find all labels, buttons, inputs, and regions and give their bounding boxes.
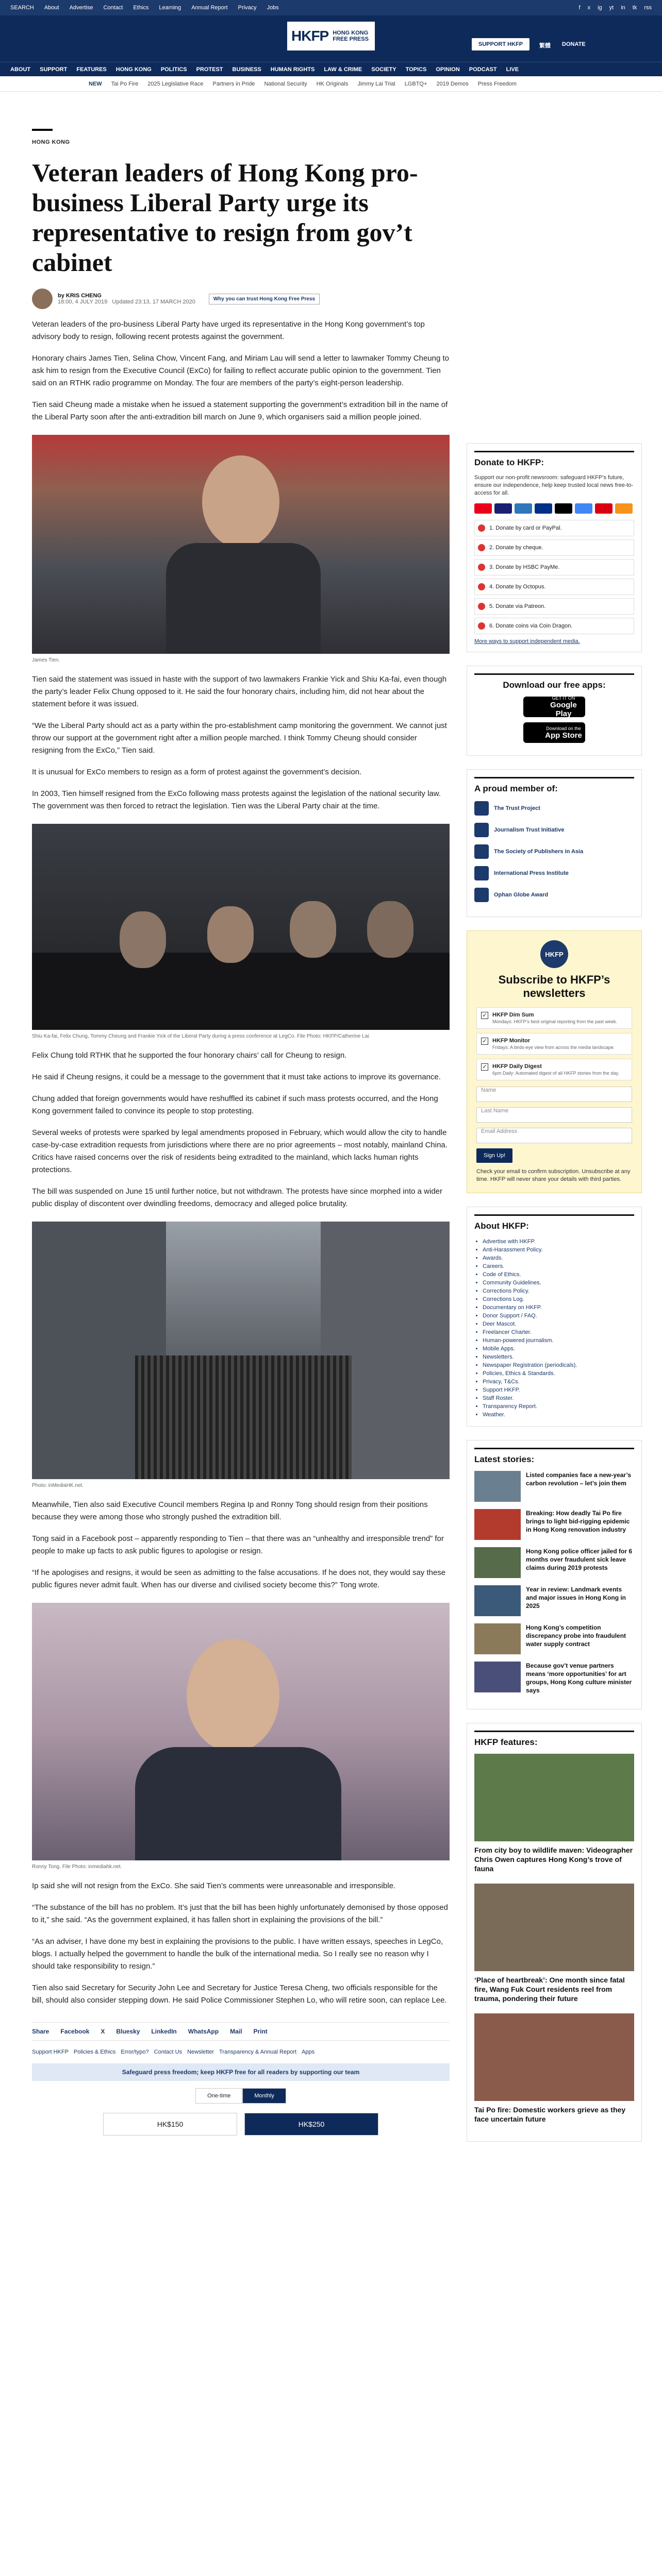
partner-logo[interactable] bbox=[474, 823, 634, 837]
donate-option-label: 3. Donate by HSBC PayMe. bbox=[489, 564, 560, 570]
about-link[interactable]: • Code of Ethics. bbox=[483, 1270, 634, 1279]
newsletter-desc: Mondays: HKFP’s best original reporting from the past week. bbox=[492, 1019, 617, 1024]
footer-link[interactable]: Contact Us bbox=[154, 2049, 183, 2055]
story-title: Listed companies face a new-year’s carbon revolution – let’s join them bbox=[526, 1471, 632, 1487]
features-box bbox=[467, 1723, 642, 2142]
author-avatar bbox=[32, 289, 53, 309]
about-link[interactable]: • Deer Mascot. bbox=[483, 1320, 634, 1328]
new-badge: NEW bbox=[89, 80, 102, 87]
feature-story[interactable] bbox=[474, 2013, 634, 2124]
about-link[interactable]: • Awards. bbox=[483, 1254, 634, 1262]
newsletter-desc: 6pm Daily: Automated digest of all HKFP stories from the day. bbox=[492, 1071, 619, 1076]
feature-title: From city boy to wildlife maven: Videographer Chris Owen captures Hong Kong’s trove of fauna bbox=[474, 1846, 633, 1873]
article-title: Veteran leaders of Hong Kong pro-business Liberal Party urge its representative to resign from gov’t cabinet bbox=[32, 158, 418, 277]
footer-link[interactable]: Apps bbox=[302, 2049, 315, 2055]
about-list bbox=[474, 1238, 634, 1419]
sidebar bbox=[467, 443, 642, 2155]
checkbox[interactable]: ✓ bbox=[481, 1038, 488, 1045]
story-title: Breaking: How deadly Tai Po fire brings to light bid-rigging epidemic in Hong Kong renovation industry bbox=[526, 1510, 630, 1533]
newsletter-option[interactable] bbox=[476, 1033, 632, 1055]
nav-item[interactable]: POLITICS bbox=[160, 66, 187, 73]
figure-ronny-tong bbox=[32, 1603, 450, 1871]
social-icon[interactable]: in bbox=[621, 5, 625, 11]
share-link[interactable]: Mail bbox=[230, 2028, 242, 2035]
apps-box bbox=[467, 666, 642, 756]
partner-logo[interactable] bbox=[474, 866, 634, 880]
newsletter-box bbox=[467, 930, 642, 1193]
trending-link[interactable]: 2019 Demos bbox=[436, 80, 469, 87]
about-link[interactable]: • Corrections Log. bbox=[483, 1295, 634, 1303]
google-pay-icon bbox=[575, 503, 592, 514]
title-rule bbox=[32, 129, 53, 131]
article-paragraph: The bill was suspended on June 15 until further notice, but not withdrawn. The protests have since morphed into a wider public display of discontent over dwindling freedoms, democracy and alleged police brutality. bbox=[32, 1187, 443, 1208]
mastercard-icon bbox=[474, 503, 492, 514]
about-link[interactable]: • Anti-Harassment Policy. bbox=[483, 1246, 634, 1254]
utility-link[interactable]: About bbox=[44, 5, 59, 11]
donate-options bbox=[474, 520, 634, 634]
social-icon[interactable]: f bbox=[578, 5, 581, 11]
story-thumbnail bbox=[474, 1509, 521, 1540]
nav-item[interactable]: SUPPORT bbox=[40, 66, 68, 73]
story-thumbnail bbox=[474, 1471, 521, 1502]
utility-link[interactable]: Ethics bbox=[133, 5, 149, 11]
paypal-icon bbox=[535, 503, 552, 514]
article-body-1 bbox=[32, 318, 450, 423]
about-link[interactable]: • Advertise with HKFP. bbox=[483, 1238, 634, 1246]
amex-icon bbox=[515, 503, 532, 514]
share-link[interactable]: Print bbox=[253, 2028, 268, 2035]
figure-protest-march bbox=[32, 1222, 450, 1489]
radio-icon bbox=[478, 544, 485, 551]
article-paragraph: It is unusual for ExCo members to resign as a form of protest against the government’s decision. bbox=[32, 768, 362, 776]
share-link[interactable]: Facebook bbox=[60, 2028, 90, 2035]
latest-stories bbox=[474, 1471, 634, 1694]
about-link[interactable]: • Policies, Ethics & Standards. bbox=[483, 1369, 634, 1378]
feature-image bbox=[474, 1884, 634, 1971]
trending-link[interactable]: Jimmy Lai Trial bbox=[357, 80, 395, 87]
support-hkfp-button[interactable]: SUPPORT HKFP bbox=[472, 38, 529, 50]
article-paragraph: He said if Cheung resigns, it could be a message to the government that it must take actions to improve its governance. bbox=[32, 1073, 441, 1081]
newsletter-options bbox=[476, 1007, 632, 1080]
feature-title: ‘Place of heartbreak’: One month since fatal fire, Wang Fuk Court residents reel from trauma, pondering their future bbox=[474, 1976, 625, 2003]
partner-icon bbox=[474, 801, 489, 816]
share-link[interactable]: X bbox=[101, 2028, 105, 2035]
donate-title: Donate to HKFP: bbox=[474, 457, 544, 467]
latest-story[interactable] bbox=[474, 1471, 634, 1502]
article-category[interactable]: HONG KONG bbox=[32, 139, 70, 145]
about-link[interactable]: • Support HKFP. bbox=[483, 1386, 634, 1394]
about-link[interactable]: • Newsletters. bbox=[483, 1353, 634, 1361]
article-body-3 bbox=[32, 1049, 450, 1210]
payme-icon bbox=[595, 503, 613, 514]
feature-story[interactable] bbox=[474, 1884, 634, 2003]
logo-subtitle: HONG KONG FREE PRESS bbox=[333, 30, 369, 42]
donate-option[interactable] bbox=[474, 618, 634, 634]
social-icon[interactable]: x bbox=[587, 5, 591, 11]
trending-link[interactable]: National Security bbox=[264, 80, 307, 87]
photo-james-tien bbox=[32, 435, 450, 654]
about-link[interactable]: • Documentary on HKFP. bbox=[483, 1303, 634, 1312]
partner-name: The Trust Project bbox=[494, 805, 540, 811]
trending-link[interactable]: Tai Po Fire bbox=[111, 80, 139, 87]
visa-icon bbox=[494, 503, 512, 514]
updated-date: Updated 23:13, 17 MARCH 2020 bbox=[112, 299, 195, 305]
figure-james-tien bbox=[32, 435, 450, 664]
about-link[interactable]: • Human-powered journalism. bbox=[483, 1336, 634, 1345]
article-body-4 bbox=[32, 1499, 450, 1591]
signup-field[interactable]: Last Name bbox=[476, 1107, 632, 1123]
article bbox=[32, 129, 450, 2136]
partner-icon bbox=[474, 844, 489, 859]
article-paragraph: Ip said she will not resign from the ExCo. She said Tien’s comments were unreasonable and irresponsible. bbox=[32, 1882, 396, 1890]
story-thumbnail bbox=[474, 1547, 521, 1578]
newsletter-name: HKFP Daily Digest bbox=[492, 1063, 542, 1070]
utility-link[interactable]: Annual Report bbox=[191, 5, 228, 11]
partner-logo[interactable] bbox=[474, 844, 634, 859]
newsletter-name: HKFP Dim Sum bbox=[492, 1012, 534, 1018]
donate-text: Support our non-profit newsroom: safeguard HKFP’s future, ensure our independence, help keep trusted local news free-to-access for all. bbox=[474, 474, 634, 496]
article-paragraph: Tien also said Secretary for Security John Lee and Secretary for Justice Teresa Cheng, two officials responsible for the bill, should also consider stepping down. He said Police Commissioner Stephen Lo, who will retire soon, can replace Lee. bbox=[32, 1984, 447, 2005]
article-paragraph: Tien said Cheung made a mistake when he issued a statement supporting the government’s extradition bill in the name of the Liberal Party soon after the anti-extradition bill march on June 9, which organisers said a million people joined. bbox=[32, 400, 448, 421]
photo-caption: James Tien. bbox=[32, 657, 60, 663]
story-thumbnail bbox=[474, 1662, 521, 1692]
nav-item[interactable]: HUMAN RIGHTS bbox=[270, 66, 315, 73]
checkbox[interactable]: ✓ bbox=[481, 1063, 488, 1071]
donate-option-label: 4. Donate by Octopus. bbox=[489, 584, 546, 590]
trust-link[interactable]: Why you can trust Hong Kong Free Press bbox=[209, 294, 320, 304]
about-box bbox=[467, 1207, 642, 1427]
share-bar bbox=[32, 2022, 450, 2041]
photo-ronny-tong bbox=[32, 1603, 450, 1860]
partner-name: International Press Institute bbox=[494, 870, 569, 876]
latest-story[interactable] bbox=[474, 1662, 634, 1694]
about-title: About HKFP: bbox=[474, 1221, 529, 1231]
article-paragraph: In 2003, Tien himself resigned from the ExCo following mass protests against the legislation of the national security law. The government was then forced to retract the legislation. Tien was the Liberal Party chair at the time. bbox=[32, 789, 441, 810]
hkfp-badge: HKFP bbox=[540, 940, 568, 968]
utility-link[interactable]: SEARCH bbox=[10, 5, 34, 11]
feature-title: Tai Po fire: Domestic workers grieve as they face uncertain future bbox=[474, 2106, 626, 2123]
top-utility-bar bbox=[0, 0, 662, 15]
about-link[interactable]: • Careers. bbox=[483, 1262, 634, 1270]
utility-links bbox=[10, 5, 279, 11]
utility-link[interactable]: Advertise bbox=[69, 5, 93, 11]
about-link[interactable]: • Staff Roster. bbox=[483, 1394, 634, 1402]
story-title: Because gov’t venue partners means ‘more opportunities’ for art groups, Hong Kong culture minister says bbox=[526, 1662, 632, 1694]
photo-caption: Shiu Ka-fai, Felix Chung, Tommy Cheung and Frankie Yick of the Liberal Party during a press conference at LegCo. File Photo: HKFP/Catherine Lai. bbox=[32, 1033, 371, 1039]
photo-caption: Photo: inMediaHK.net. bbox=[32, 1483, 84, 1488]
utility-link[interactable]: Privacy bbox=[238, 5, 257, 11]
app-store-button[interactable] bbox=[523, 722, 585, 743]
donate-option-label: 1. Donate by card or PayPal. bbox=[489, 525, 562, 531]
checkbox[interactable]: ✓ bbox=[481, 1012, 488, 1019]
latest-story[interactable] bbox=[474, 1585, 634, 1616]
apps-title: Download our free apps: bbox=[503, 680, 606, 690]
trending-link[interactable]: Press Freedom bbox=[477, 80, 517, 87]
donation-amounts bbox=[32, 2113, 450, 2136]
partner-icon bbox=[474, 866, 489, 880]
nav-item[interactable]: BUSINESS bbox=[232, 66, 261, 73]
trending-link[interactable]: Partners in Pride bbox=[212, 80, 255, 87]
latest-box bbox=[467, 1440, 642, 1709]
signup-field[interactable]: Email Address bbox=[476, 1128, 632, 1143]
partner-logo[interactable] bbox=[474, 801, 634, 816]
article-body-5 bbox=[32, 1880, 450, 2007]
latest-story[interactable] bbox=[474, 1547, 634, 1578]
nav-item[interactable]: TOPICS bbox=[405, 66, 427, 73]
google-play-button[interactable] bbox=[523, 697, 585, 717]
features-title: HKFP features: bbox=[474, 1737, 538, 1747]
photo-press-conference bbox=[32, 824, 450, 1030]
radio-icon bbox=[478, 583, 485, 590]
article-paragraph: Chung added that foreign governments would have reshuffled its cabinet if such mass protests occurred, and the Hong Kong government failed to convince its people to stop protesting. bbox=[32, 1094, 438, 1115]
gplay-label: Google Play bbox=[550, 701, 577, 718]
trending-link[interactable]: LGBTQ+ bbox=[404, 80, 427, 87]
more-ways-link[interactable]: More ways to support independent media. bbox=[474, 638, 580, 645]
donate-option[interactable] bbox=[474, 520, 634, 536]
donate-option[interactable] bbox=[474, 579, 634, 595]
feature-story[interactable] bbox=[474, 1754, 634, 1873]
about-link[interactable]: • Mobile Apps. bbox=[483, 1345, 634, 1353]
latest-story[interactable] bbox=[474, 1623, 634, 1654]
partner-icon bbox=[474, 823, 489, 837]
article-paragraph: “If he apologises and resigns, it would be seen as admitting to the false accusations. If he does not, they would say these public figures never admit fault. When has our diverse and civilised society become this?” Tong wrote. bbox=[32, 1568, 446, 1589]
donate-option-label: 2. Donate by cheque. bbox=[489, 545, 543, 551]
about-link[interactable]: • Privacy, T&Cs. bbox=[483, 1378, 634, 1386]
freq-monthly[interactable]: Monthly bbox=[242, 2088, 286, 2104]
latest-title: Latest stories: bbox=[474, 1454, 535, 1464]
main-nav bbox=[0, 62, 662, 76]
social-icon[interactable]: rss bbox=[644, 5, 652, 11]
photo-protest-crowd bbox=[32, 1222, 450, 1479]
newsletter-title: Subscribe to HKFP’s newsletters bbox=[498, 973, 610, 999]
radio-icon bbox=[478, 603, 485, 610]
nav-item[interactable]: HONG KONG bbox=[115, 66, 152, 73]
article-footer-links bbox=[32, 2049, 450, 2055]
nav-item[interactable]: ABOUT bbox=[10, 66, 31, 73]
donate-option[interactable] bbox=[474, 559, 634, 575]
donate-box bbox=[467, 443, 642, 652]
footer-link[interactable]: Error/typo? bbox=[121, 2049, 149, 2055]
signup-button[interactable]: Sign Up! bbox=[476, 1148, 512, 1163]
radio-icon bbox=[478, 564, 485, 571]
about-link[interactable]: • Donor Support / FAQ. bbox=[483, 1312, 634, 1320]
partner-name: Ophan Globe Award bbox=[494, 892, 549, 898]
article-paragraph: Meanwhile, Tien also said Executive Council members Regina Ip and Ronny Tong should resign from their positions because they were among those who strongly pushed the extradition bill. bbox=[32, 1500, 428, 1521]
amount-option[interactable]: HK$150 bbox=[103, 2113, 237, 2136]
share-label: Share bbox=[32, 2028, 49, 2035]
story-title: Hong Kong’s competition discrepancy probe into fraudulent water supply contract bbox=[526, 1624, 626, 1648]
nav-item[interactable]: PODCAST bbox=[469, 66, 497, 73]
radio-icon bbox=[478, 524, 485, 532]
partner-name: Journalism Trust Initiative bbox=[494, 827, 565, 833]
article-paragraph: Tien said the statement was issued in haste with the support of two lawmakers Frankie Yick and Shiu Ka-fai, even though the party’s leader Felix Chung opposed to it. He said the four honorary chairs, including him, did not hear about the statement before it was issued. bbox=[32, 675, 447, 708]
donate-option[interactable] bbox=[474, 539, 634, 556]
newsletter-name: HKFP Monitor bbox=[492, 1038, 531, 1044]
footer-link[interactable]: Support HKFP bbox=[32, 2049, 69, 2055]
article-paragraph: “We the Liberal Party should act as a party within the pro-establishment camp monitoring the government. We cannot just throw our support at the government right after a million people marched. I think Tommy Cheung should consider resigning from the ExCo,” Tien said. bbox=[32, 721, 447, 755]
apple-pay-icon bbox=[555, 503, 572, 514]
article-paragraph: “The substance of the bill has no problem. It’s just that the bill has been highly unfortunately demonised by those opposed to it,” she said. “As the government explained, it has fallen short in explaining the provisions of the bill.” bbox=[32, 1903, 448, 1924]
utility-link[interactable]: Jobs bbox=[267, 5, 279, 11]
partner-icon bbox=[474, 888, 489, 902]
newsletter-desc: Fridays: A birds-eye view from across the media landscape. bbox=[492, 1045, 615, 1050]
nav-item[interactable]: LIVE bbox=[506, 66, 519, 73]
utility-link[interactable]: Contact bbox=[103, 5, 123, 11]
trending-link[interactable]: HK Originals bbox=[316, 80, 349, 87]
story-title: Year in review: Landmark events and major issues in Hong Kong in 2025 bbox=[526, 1586, 626, 1609]
nav-item[interactable]: LAW & CRIME bbox=[324, 66, 362, 73]
signup-field[interactable]: Name bbox=[476, 1087, 632, 1102]
footer-link[interactable]: Transparency & Annual Report bbox=[219, 2049, 297, 2055]
nav-item[interactable]: PROTEST bbox=[196, 66, 223, 73]
footer-link[interactable]: Newsletter bbox=[187, 2049, 214, 2055]
figure-liberal-party bbox=[32, 824, 450, 1040]
newsletter-option[interactable] bbox=[476, 1007, 632, 1029]
story-title: Hong Kong police officer jailed for 6 months over fraudulent sick leave claims during 2019 protests bbox=[526, 1548, 633, 1571]
radio-icon bbox=[478, 622, 485, 630]
language-toggle[interactable]: 繁體 bbox=[539, 43, 551, 49]
story-thumbnail bbox=[474, 1585, 521, 1616]
social-icon[interactable]: ig bbox=[598, 5, 602, 11]
support-banner: Safeguard press freedom; keep HKFP free for all readers by supporting our team bbox=[32, 2063, 450, 2081]
donate-option-label: 5. Donate via Patreon. bbox=[489, 603, 546, 609]
about-link[interactable]: • Transparency Report. bbox=[483, 1402, 634, 1411]
signup-fields bbox=[476, 1087, 632, 1143]
member-title: A proud member of: bbox=[474, 784, 558, 793]
author-name[interactable]: by KRIS CHENG bbox=[58, 293, 102, 299]
feature-image bbox=[474, 1754, 634, 1841]
feature-stories bbox=[474, 1754, 634, 2124]
share-link[interactable]: WhatsApp bbox=[188, 2028, 219, 2035]
latest-story[interactable] bbox=[474, 1509, 634, 1540]
utility-link[interactable]: Learning bbox=[159, 5, 181, 11]
trending-bar bbox=[0, 76, 662, 92]
article-paragraph: Felix Chung told RTHK that he supported the four honorary chairs’ call for Cheung to resign. bbox=[32, 1051, 347, 1060]
article-body-2 bbox=[32, 673, 450, 812]
partner-logos bbox=[474, 801, 634, 902]
nav-item[interactable]: SOCIETY bbox=[371, 66, 396, 73]
social-icon[interactable]: tk bbox=[632, 5, 637, 11]
freq-one-time[interactable]: One-time bbox=[195, 2088, 242, 2104]
about-link[interactable]: • Freelancer Charter. bbox=[483, 1328, 634, 1336]
trending-link[interactable]: 2025 Legislative Race bbox=[147, 80, 204, 87]
about-link[interactable]: • Weather. bbox=[483, 1411, 634, 1419]
footer-link[interactable]: Policies & Ethics bbox=[73, 2049, 116, 2055]
signup-note: Check your email to confirm subscription. Unsubscribe at any time. HKFP will never share your details with third parties. bbox=[476, 1168, 631, 1182]
byline bbox=[32, 289, 450, 309]
donate-option-label: 6. Donate coins via Coin Dragon. bbox=[489, 623, 573, 629]
nav-item[interactable]: FEATURES bbox=[76, 66, 107, 73]
amount-option-selected[interactable]: HK$250 bbox=[244, 2113, 378, 2136]
feature-image bbox=[474, 2013, 634, 2101]
partner-name: The Society of Publishers in Asia bbox=[494, 849, 584, 855]
partner-logo[interactable] bbox=[474, 888, 634, 902]
social-links bbox=[579, 5, 652, 11]
social-icon[interactable]: yt bbox=[609, 5, 614, 11]
article-paragraph: Veteran leaders of the pro-business Liberal Party have urged its representative in the Hong Kong government’s top advisory body to resign, following recent protests against the government. bbox=[32, 320, 425, 341]
logo-text: HKFP bbox=[291, 28, 329, 44]
article-paragraph: Tong said in a Facebook post – apparently responding to Tien – that there was an “unhealthy and irresponsible trend” for people to make up facts to ask public figures to apologise or resign. bbox=[32, 1534, 444, 1555]
payment-icons bbox=[474, 503, 634, 514]
newsletter-option[interactable] bbox=[476, 1059, 632, 1080]
nav-item[interactable]: OPINION bbox=[436, 66, 460, 73]
hkfp-logo[interactable] bbox=[287, 22, 375, 50]
photo-caption: Ronny Tong. File Photo: inmediahk.net. bbox=[32, 1864, 122, 1870]
article-paragraph: Honorary chairs James Tien, Selina Chow, Vincent Fang, and Miriam Lau will send a letter to lawmaker Tommy Cheung to ask him to resign from the Executive Council (ExCo) for failing to reflect accurate public opinion to the government. Tien said on an RTHK radio programme on Monday. The four are members of the party’s eight-person leadership. bbox=[32, 354, 449, 387]
donation-frequency bbox=[32, 2088, 450, 2104]
publish-date: 18:00, 4 JULY 2019 bbox=[58, 299, 108, 305]
article-paragraph: “As an adviser, I have done my best in explaining the provisions to the public. I have written essays, speeches in LegCo, blogs. I actually helped the government to handle the bulk of the international media. So I really see no reason why I should take responsibility to resign.” bbox=[32, 1937, 443, 1971]
share-link[interactable]: Bluesky bbox=[116, 2028, 140, 2035]
story-thumbnail bbox=[474, 1623, 521, 1654]
appstore-small: Download on the bbox=[546, 725, 581, 731]
about-link[interactable]: • Corrections Policy. bbox=[483, 1287, 634, 1295]
gplay-small: GET IT ON bbox=[552, 696, 575, 701]
donate-link[interactable]: DONATE bbox=[562, 41, 586, 47]
bitcoin-icon bbox=[615, 503, 633, 514]
share-link[interactable]: LinkedIn bbox=[151, 2028, 177, 2035]
about-link[interactable]: • Community Guidelines. bbox=[483, 1279, 634, 1287]
article-paragraph: Several weeks of protests were sparked by legal amendments proposed in February, which would allow the city to handle case-by-case extradition requests from jurisdictions where there are no prior agreements – most notably, mainland China. Critics have raised concerns over the risk of residents being extradited to the mainland, which lacks human rights protections. bbox=[32, 1128, 448, 1174]
member-box bbox=[467, 769, 642, 917]
appstore-label: App Store bbox=[545, 731, 582, 740]
donate-option[interactable] bbox=[474, 598, 634, 615]
about-link[interactable]: • Newspaper Registration (periodicals). bbox=[483, 1361, 634, 1369]
